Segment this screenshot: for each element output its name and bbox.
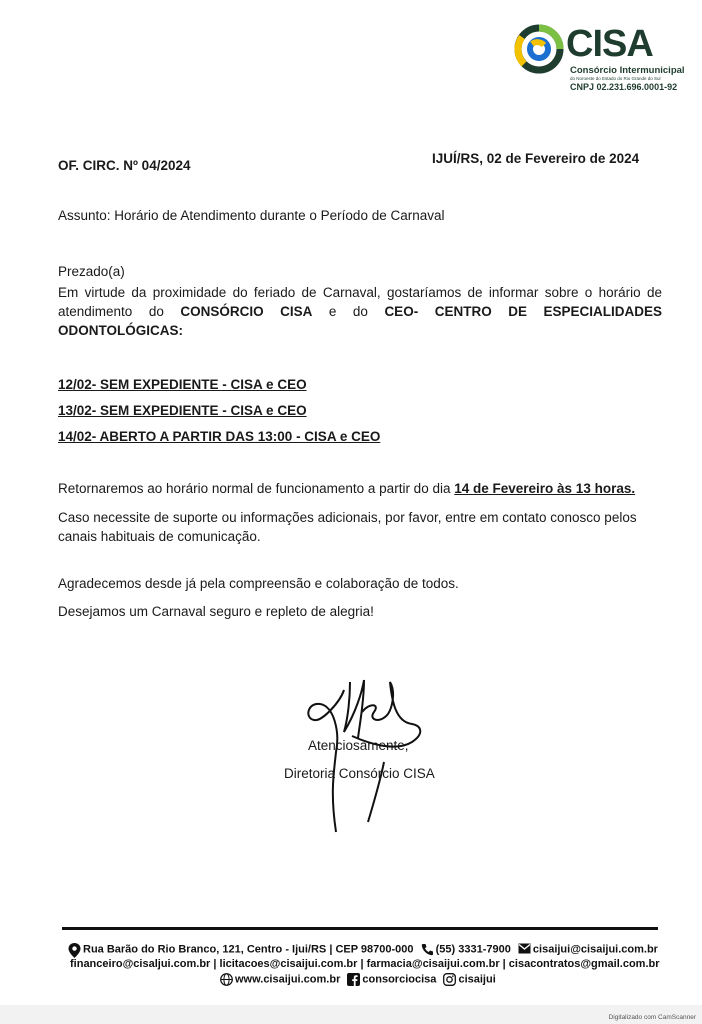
logo-name: CISA (566, 23, 653, 65)
wish-paragraph: Desejamos um Carnaval seguro e repleto de alegria! (58, 604, 374, 619)
reference-number: OF. CIRC. Nº 04/2024 (58, 158, 191, 173)
phone-icon (421, 943, 434, 956)
footer-social-line (216, 973, 496, 986)
letter-date: IJUÍ/RS, 02 de Fevereiro de 2024 (432, 151, 640, 166)
support-paragraph: Caso necessite de suporte ou informações adicionais, por favor, entre em contato conosco pelos canais habituais de comunicação. (58, 510, 637, 544)
scanner-watermark: Digitalizado com CamScanner (608, 1014, 696, 1021)
logo-cnpj: CNPJ 02.231.696.0001-92 (570, 82, 678, 92)
intro-paragraph (58, 283, 662, 340)
cisa-logo (514, 22, 684, 96)
intro-text: Em virtude da proximidade do feriado de Carnaval, gostaríamos de informar sobre o horário de atendimento do (58, 285, 662, 319)
logo-subtitle-small: do Noroeste do Estado do Rio Grande do Sul (570, 76, 661, 81)
footer-instagram[interactable]: cisaijui (458, 973, 496, 986)
footer-emails-line[interactable]: financeiro@cisaljui.com.br | licitacoes@cisaijui.com.br | farmacia@cisaijui.com.br | cisacontratos@gmail.com.br (70, 958, 660, 970)
facebook-icon (347, 973, 360, 986)
thanks-paragraph: Agradecemos desde já pela compreensão e colaboração de todos. (58, 576, 459, 591)
logo-subtitle: Consórcio Intermunicipal (570, 65, 685, 76)
intro-and: e do (312, 304, 385, 319)
footer-phone: (55) 3331-7900 (435, 943, 511, 956)
salutation: Prezado(a) (58, 264, 125, 279)
footer-website[interactable]: www.cisaijui.com.br (235, 973, 341, 986)
closing: Atenciosamente, (308, 738, 409, 753)
subject-line: Assunto: Horário de Atendimento durante o Período de Carnaval (58, 208, 445, 223)
email-icon (518, 943, 531, 956)
signer-name: Diretoria Consórcio CISA (284, 766, 435, 781)
schedule-item: 13/02- SEM EXPEDIENTE - CISA e CEO (58, 403, 307, 418)
return-date: 14 de Fevereiro às 13 horas. (454, 481, 636, 496)
return-paragraph (58, 481, 635, 496)
scan-bottom-strip (0, 1005, 702, 1024)
schedule-item: 12/02- SEM EXPEDIENTE - CISA e CEO (58, 377, 307, 392)
location-pin-icon (68, 943, 81, 956)
org-ceo: CEO- CENTRO DE ESPECIALIDADES ODONTOLÓGICAS: (58, 304, 662, 338)
globe-icon (220, 973, 233, 986)
footer-divider (62, 927, 658, 930)
org-cisa: CONSÓRCIO CISA (180, 304, 313, 319)
footer-email-main[interactable]: cisaijui@cisaijui.com.br (532, 943, 658, 956)
instagram-icon (443, 973, 456, 986)
cisa-logo-mark-icon (514, 24, 564, 74)
return-text: Retornaremos ao horário normal de funcionamento a partir do dia (58, 481, 455, 496)
footer-facebook[interactable]: consorciocisa (362, 973, 437, 986)
footer-address-line (64, 943, 658, 956)
handwritten-signature (300, 662, 430, 842)
schedule-item: 14/02- ABERTO A PARTIR DAS 13:00 - CISA e CEO (58, 429, 381, 444)
footer-address: Rua Barão do Rio Branco, 121, Centro - Ijui/RS | CEP 98700-000 (83, 943, 414, 956)
